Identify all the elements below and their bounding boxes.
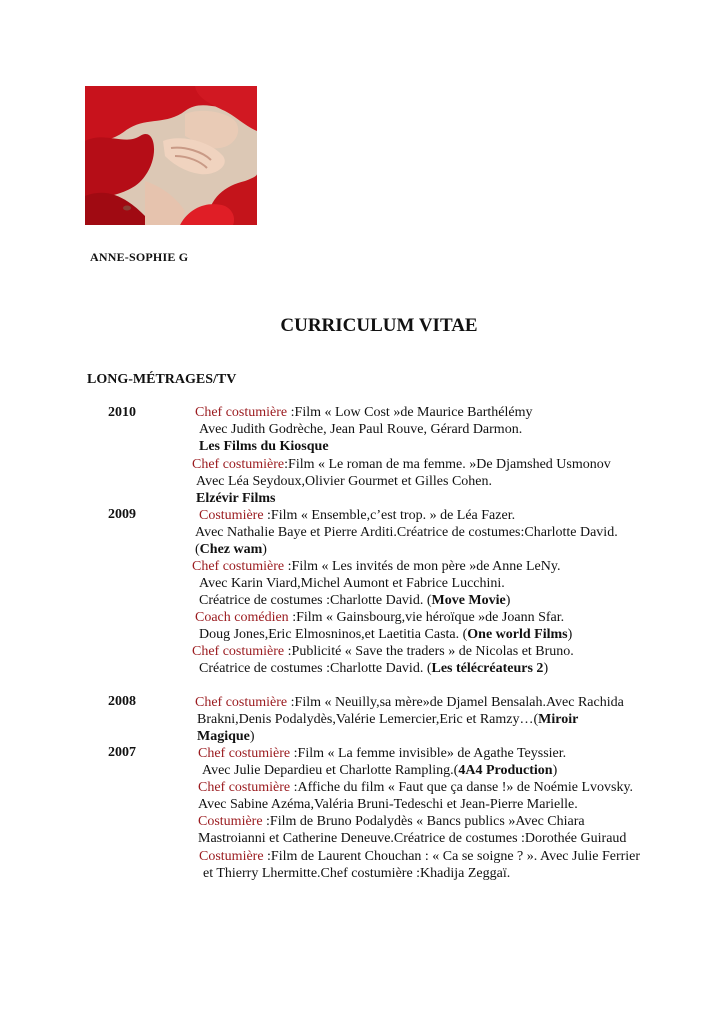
entry-line xyxy=(198,779,633,796)
entry-description: :Publicité « Save the traders » de Nicolas et Bruno. xyxy=(287,644,574,659)
entry-cast: Avec Judith Godrèche, Jean Paul Rouve, Gérard Darmon. xyxy=(199,422,523,437)
entry-line xyxy=(195,694,624,711)
entry-line xyxy=(195,609,564,626)
entry-line xyxy=(192,643,574,660)
year-label: 2007 xyxy=(108,745,136,760)
entry-role: Coach comédien xyxy=(195,610,293,625)
entry-role: Chef costumière xyxy=(195,695,291,710)
section-heading: LONG-MÉTRAGES/TV xyxy=(87,372,237,387)
year-label: 2009 xyxy=(108,507,136,522)
entry-cast: Avec Karin Viard,Michel Aumont et Fabrice Lucchini. xyxy=(199,576,505,591)
entry-line xyxy=(198,813,585,830)
entry-description: :Film « Ensemble,c’est trop. » de Léa Fazer. xyxy=(267,508,516,523)
entry-description: :Film « Les invités de mon père »de Anne LeNy. xyxy=(287,559,561,574)
entry-description: :Film de Bruno Podalydès « Bancs publics »Avec Chiara xyxy=(266,814,585,829)
entry-credit-line: Créatrice de costumes :Charlotte David. (Les télécréateurs 2) xyxy=(199,661,549,676)
year-label: 2008 xyxy=(108,694,136,709)
entry-role: Chef costumière xyxy=(198,780,294,795)
entry-cast-line: Brakni,Denis Podalydès,Valérie Lemercier,Eric et Ramzy…(Miroir xyxy=(197,712,579,727)
painting-image xyxy=(85,86,257,225)
entry-line xyxy=(192,558,560,575)
entry-description: :Film « Low Cost »de Maurice Barthélémy xyxy=(290,405,533,420)
entry-cast: Avec Léa Seydoux,Olivier Gourmet et Gilles Cohen. xyxy=(196,474,492,489)
entry-line xyxy=(199,848,640,865)
entry-description: :Film « Le roman de ma femme. »De Djamshed Usmonov xyxy=(284,457,611,472)
entry-company: Elzévir Films xyxy=(196,491,276,506)
entry-company: Miroir xyxy=(538,712,579,727)
entry-cast: Avec Nathalie Baye et Pierre Arditi.Créatrice de costumes:Charlotte David. xyxy=(195,525,618,540)
entry-description: :Film « Gainsbourg,vie héroïque »de Joann Sfar. xyxy=(292,610,565,625)
entry-description: :Film « Neuilly,sa mère»de Djamel Bensalah.Avec Rachida xyxy=(290,695,624,710)
entry-role: Costumière xyxy=(198,814,267,829)
entry-line xyxy=(199,507,515,524)
entry-company: Les Films du Kiosque xyxy=(199,439,329,454)
entry-credit-line: Créatrice de costumes :Charlotte David. (Move Movie) xyxy=(199,593,511,608)
entry-description: :Film « La femme invisible» de Agathe Teyssier. xyxy=(293,746,567,761)
entry-line xyxy=(192,456,611,473)
entry-role: Chef costumière xyxy=(198,746,294,761)
entry-line xyxy=(195,404,533,421)
header-painting xyxy=(85,86,257,225)
entry-role: Chef costumière xyxy=(192,559,288,574)
applicant-name: ANNE-SOPHIE G xyxy=(90,250,189,264)
entry-cast-line: Avec Julie Depardieu et Charlotte Rampling.(4A4 Production) xyxy=(202,763,558,778)
year-label: 2010 xyxy=(108,405,136,420)
entry-company: Chez wam xyxy=(199,542,263,557)
entry-company: Les télécréateurs 2 xyxy=(431,661,544,676)
entry-cast: et Thierry Lhermitte.Chef costumière :Khadija Zeggaï. xyxy=(203,866,511,881)
entry-company: 4A4 Production xyxy=(458,763,553,778)
entry-company: One world Films xyxy=(467,627,568,642)
entry-company-line: (Chez wam) xyxy=(195,542,267,557)
entry-role: Chef costumière xyxy=(195,405,291,420)
entry-role: Chef costumière xyxy=(192,457,285,472)
entry-cast: Avec Sabine Azéma,Valéria Bruni-Tedeschi et Jean-Pierre Marielle. xyxy=(198,797,578,812)
entry-cast-line: Doug Jones,Eric Elmosninos,et Laetitia Casta. (One world Films) xyxy=(199,627,573,642)
page-title: CURRICULUM VITAE xyxy=(280,315,478,336)
entry-role: Chef costumière xyxy=(192,644,288,659)
entry-line xyxy=(198,745,566,762)
entry-role: Costumière xyxy=(199,508,268,523)
entry-company: Move Movie xyxy=(431,593,506,608)
entry-company-line: Magique) xyxy=(197,729,255,744)
entry-cast: Mastroianni et Catherine Deneuve.Créatrice de costumes :Dorothée Guiraud xyxy=(198,831,627,846)
entry-description: :Affiche du film « Faut que ça danse !» de Noémie Lvovsky. xyxy=(293,780,634,795)
entry-company: Magique xyxy=(197,729,250,744)
entry-role: Costumière xyxy=(199,849,268,864)
entry-description: :Film de Laurent Chouchan : « Ca se soigne ? ». Avec Julie Ferrier xyxy=(267,849,641,864)
